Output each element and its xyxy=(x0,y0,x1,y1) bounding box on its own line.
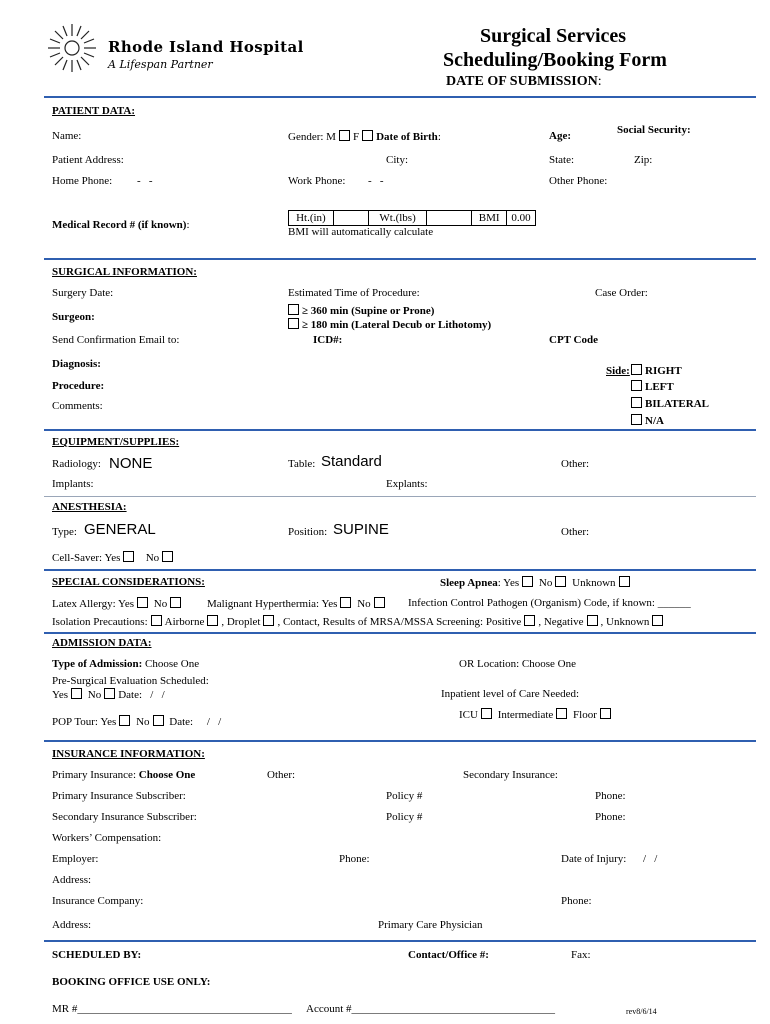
admission-type-select[interactable]: Choose One xyxy=(145,658,200,670)
equipment-other-label: Other: xyxy=(561,458,590,470)
mrn-label: Medical Record # (if known) xyxy=(52,219,187,231)
bmi-grid xyxy=(288,210,536,226)
primary-policy-label: Policy # xyxy=(386,790,423,802)
pop-tour-date-label: Date: xyxy=(169,716,194,728)
gender-m-checkbox[interactable] xyxy=(339,130,350,141)
cell-saver-yes-checkbox[interactable] xyxy=(123,551,134,562)
radiology-label: Radiology: xyxy=(52,458,101,470)
icu-checkbox[interactable] xyxy=(481,708,492,719)
primary-insurance-label: Primary Insurance: xyxy=(52,769,136,781)
sleep-apnea-field xyxy=(440,576,633,590)
mrsa-unknown-checkbox[interactable] xyxy=(652,615,663,626)
presurg-yes-label: Yes xyxy=(52,689,69,701)
comments-label: Comments: xyxy=(52,400,103,412)
case-order-label: Case Order: xyxy=(595,287,648,299)
date-of-submission xyxy=(446,74,602,90)
other-phone-label: Other Phone: xyxy=(549,175,608,187)
sleep-apnea-unknown-checkbox[interactable] xyxy=(619,576,630,587)
cell-saver-no-label: No xyxy=(145,552,160,564)
section-heading-equipment: EQUIPMENT/SUPPLIES: xyxy=(52,436,180,448)
section-divider xyxy=(44,258,756,260)
pop-tour-yes-label: POP Tour: Yes xyxy=(52,716,117,728)
work-phone-label: Work Phone: xyxy=(288,175,346,187)
sleep-apnea-label: Sleep Apnea xyxy=(440,577,498,589)
side-right-checkbox[interactable] xyxy=(631,364,642,375)
cell-saver-yes-label: Cell-Saver: Yes xyxy=(52,552,121,564)
admission-type-label: Type of Admission: xyxy=(52,658,143,670)
latex-no-label: No xyxy=(153,598,168,610)
floor-label: Floor xyxy=(573,709,597,721)
employer-phone-label: Phone: xyxy=(339,853,370,865)
radiology-value[interactable]: NONE xyxy=(109,455,153,472)
mh-no-label: No xyxy=(357,598,371,610)
section-heading-admission: ADMISSION DATA: xyxy=(52,637,152,649)
time-180-checkbox[interactable] xyxy=(288,318,299,329)
table-value[interactable]: Standard xyxy=(321,453,382,470)
gender-f-label: F xyxy=(352,131,360,143)
time-option-180 xyxy=(285,318,491,332)
date-of-submission-label: DATE OF SUBMISSION xyxy=(446,74,598,89)
workers-comp-label: Workers’ Compensation: xyxy=(52,832,162,844)
position-label: Position: xyxy=(288,526,328,538)
presurg-no-checkbox[interactable] xyxy=(104,688,115,699)
weight-label: Wt.(lbs) xyxy=(369,211,428,225)
side-right-label: RIGHT xyxy=(645,365,682,377)
revision-label: rev8/6/14 xyxy=(626,1007,657,1016)
zip-label: Zip: xyxy=(634,154,653,166)
latex-no-checkbox[interactable] xyxy=(170,597,181,608)
hospital-tagline: A Lifespan Partner xyxy=(108,58,213,71)
booking-office-label: BOOKING OFFICE USE ONLY: xyxy=(52,976,211,988)
or-location-select[interactable]: OR Location: Choose One xyxy=(459,658,577,670)
section-divider xyxy=(44,96,756,98)
patient-name-label: Name: xyxy=(52,130,82,142)
latex-allergy-field xyxy=(52,597,184,611)
mh-yes-label: Malignant Hyperthermia: Yes xyxy=(207,598,338,610)
secondary-subscriber-label: Secondary Insurance Subscriber: xyxy=(52,811,197,823)
form-title-line2: Scheduling/Booking Form xyxy=(443,49,667,71)
presurg-date-label: Date: xyxy=(118,689,143,701)
date-of-injury-slashes[interactable]: / / xyxy=(643,853,658,865)
procedure-label: Procedure: xyxy=(52,380,105,392)
presurg-yes-checkbox[interactable] xyxy=(71,688,82,699)
secondary-phone-label: Phone: xyxy=(595,811,626,823)
gender-m-label: Gender: M xyxy=(288,131,336,143)
pop-tour-field xyxy=(52,715,221,729)
section-divider xyxy=(44,632,756,634)
section-heading-surgical: SURGICAL INFORMATION: xyxy=(52,266,197,278)
side-right-option xyxy=(628,364,682,378)
sleep-apnea-no-label: No xyxy=(538,577,553,589)
latex-yes-checkbox[interactable] xyxy=(137,597,148,608)
dob-label: Date of Birth xyxy=(376,131,438,143)
confirm-email-label: Send Confirmation Email to: xyxy=(52,334,180,346)
secondary-insurance-label: Secondary Insurance: xyxy=(463,769,558,781)
section-divider xyxy=(44,940,756,942)
floor-checkbox[interactable] xyxy=(600,708,611,719)
inpatient-care-label: Inpatient level of Care Needed: xyxy=(441,688,580,700)
airborne-label: Airborne xyxy=(164,616,205,628)
side-na-option xyxy=(628,414,664,428)
pcp-label: Primary Care Physician xyxy=(378,919,483,931)
insurance-address-label: Address: xyxy=(52,919,92,931)
mrsa-unknown-label: , Unknown xyxy=(600,616,650,628)
section-divider xyxy=(44,740,756,742)
side-na-label: N/A xyxy=(645,415,664,427)
presurg-eval-field xyxy=(52,688,165,702)
latex-yes-label: Latex Allergy: Yes xyxy=(52,598,134,610)
ssn-label: Social Security: xyxy=(617,124,691,136)
side-na-checkbox[interactable] xyxy=(631,414,642,425)
isolation-field xyxy=(52,615,666,629)
insurance-company-phone-label: Phone: xyxy=(561,895,592,907)
primary-insurance-select[interactable]: Choose One xyxy=(138,769,196,781)
scheduled-by-label: SCHEDULED BY: xyxy=(52,949,142,961)
sleep-apnea-no-checkbox[interactable] xyxy=(555,576,566,587)
mr-number-field[interactable]: MR #_______________________________________ xyxy=(52,1003,292,1015)
side-left-label: LEFT xyxy=(645,381,674,393)
contact-label: , Contact xyxy=(277,616,318,628)
employer-address-label: Address: xyxy=(52,874,92,886)
intermediate-checkbox[interactable] xyxy=(556,708,567,719)
mrsa-negative-label: , Negative xyxy=(538,616,584,628)
insurance-company-label: Insurance Company: xyxy=(52,895,144,907)
primary-insurance-field xyxy=(52,769,195,782)
date-of-submission-colon: : xyxy=(597,74,602,89)
cpt-label: CPT Code xyxy=(549,334,598,346)
sleep-apnea-unknown-label: Unknown xyxy=(572,577,616,589)
insurance-other-label: Other: xyxy=(267,769,296,781)
lifespan-sun-logo xyxy=(46,22,102,74)
pop-tour-no-checkbox[interactable] xyxy=(153,715,164,726)
anesthesia-type-label: Type: xyxy=(52,526,77,538)
presurg-date-slashes[interactable]: / / xyxy=(150,689,165,701)
patient-address-label: Patient Address: xyxy=(52,154,124,166)
height-input[interactable] xyxy=(334,211,369,225)
mrn-field xyxy=(52,219,190,232)
cell-saver-field xyxy=(52,551,176,565)
time-360-label: ≥ 360 min (Supine or Prone) xyxy=(302,305,435,317)
date-of-injury-label: Date of Injury: xyxy=(561,853,627,865)
primary-phone-label: Phone: xyxy=(595,790,626,802)
bmi-value: 0.00 xyxy=(511,212,531,224)
section-heading-anesthesia: ANESTHESIA: xyxy=(52,501,127,513)
time-option-360 xyxy=(285,304,434,318)
weight-input[interactable] xyxy=(427,211,472,225)
sleep-apnea-yes-checkbox[interactable] xyxy=(522,576,533,587)
side-label: Side: xyxy=(606,365,630,377)
explants-label: Explants: xyxy=(386,478,428,490)
home-phone-label: Home Phone: xyxy=(52,175,113,187)
icd-label: ICD#: xyxy=(313,334,343,346)
gender-f-checkbox[interactable] xyxy=(362,130,373,141)
age-label: Age: xyxy=(549,130,571,142)
contact-checkbox[interactable] xyxy=(263,615,274,626)
pop-tour-no-label: No xyxy=(136,716,150,728)
bmi-note: BMI will automatically calculate xyxy=(288,226,434,238)
side-left-option xyxy=(628,380,674,394)
section-heading-insurance: INSURANCE INFORMATION: xyxy=(52,748,205,760)
height-label: Ht.(in) xyxy=(289,211,334,225)
side-bilateral-checkbox[interactable] xyxy=(631,397,642,408)
form-title-line1: Surgical Services xyxy=(480,25,627,47)
droplet-label: , Droplet xyxy=(221,616,261,628)
section-divider xyxy=(44,569,756,571)
primary-subscriber-label: Primary Insurance Subscriber: xyxy=(52,790,186,802)
mh-no-checkbox[interactable] xyxy=(374,597,385,608)
table-label: Table: xyxy=(288,458,316,470)
section-divider xyxy=(44,429,756,431)
city-label: City: xyxy=(386,154,409,166)
mrsa-positive-label: , Results of MRSA/MSSA Screening: Positive xyxy=(317,616,522,628)
section-divider xyxy=(44,496,756,497)
side-bilateral-label: BILATERAL xyxy=(645,398,709,410)
presurg-eval-label: Pre-Surgical Evaluation Scheduled: xyxy=(52,675,209,687)
pop-tour-date-slashes[interactable]: / / xyxy=(206,716,222,728)
work-phone-dashes: - - xyxy=(368,175,384,187)
employer-label: Employer: xyxy=(52,853,99,865)
mrsa-negative-checkbox[interactable] xyxy=(587,615,598,626)
pop-tour-yes-checkbox[interactable] xyxy=(119,715,130,726)
anesthesia-type-value[interactable]: GENERAL xyxy=(84,521,156,538)
sleep-apnea-yes-label: : Yes xyxy=(497,577,520,589)
position-value[interactable]: SUPINE xyxy=(333,521,389,538)
anesthesia-other-label: Other: xyxy=(561,526,590,538)
state-label: State: xyxy=(549,154,575,166)
admission-type-field xyxy=(52,658,199,671)
cell-saver-no-checkbox[interactable] xyxy=(162,551,173,562)
secondary-policy-label: Policy # xyxy=(386,811,423,823)
implants-label: Implants: xyxy=(52,478,94,490)
care-level-field xyxy=(459,708,614,722)
mrn-colon: : xyxy=(186,219,190,231)
contact-office-label: Contact/Office #: xyxy=(408,949,489,961)
icu-label: ICU xyxy=(459,709,478,721)
dob-colon: : xyxy=(437,131,441,143)
fax-label: Fax: xyxy=(571,949,591,961)
home-phone-dashes: - - xyxy=(137,175,153,187)
section-heading-special: SPECIAL CONSIDERATIONS: xyxy=(52,576,205,588)
time-360-checkbox[interactable] xyxy=(288,304,299,315)
est-time-label: Estimated Time of Procedure: xyxy=(288,287,420,299)
mh-yes-checkbox[interactable] xyxy=(340,597,351,608)
presurg-no-label: No xyxy=(87,689,102,701)
malignant-hyperthermia-field xyxy=(207,597,388,611)
isolation-label: Isolation Precautions: xyxy=(52,616,148,628)
infection-control-label: Infection Control Pathogen (Organism) Code, if known: ______ xyxy=(408,597,691,609)
surgery-date-label: Surgery Date: xyxy=(52,287,114,299)
bmi-label: BMI xyxy=(472,211,507,225)
hospital-name: Rhode Island Hospital xyxy=(108,38,304,56)
droplet-checkbox[interactable] xyxy=(207,615,218,626)
side-bilateral-option xyxy=(628,397,709,411)
diagnosis-label: Diagnosis: xyxy=(52,358,101,370)
account-number-field[interactable]: Account #_____________________________________ xyxy=(306,1003,556,1015)
mrsa-positive-checkbox[interactable] xyxy=(524,615,535,626)
surgeon-label: Surgeon: xyxy=(52,311,95,323)
section-heading-patient: PATIENT DATA: xyxy=(52,105,136,117)
gender-field xyxy=(288,130,441,144)
time-180-label: ≥ 180 min (Lateral Decub or Lithotomy) xyxy=(302,319,492,331)
intermediate-label: Intermediate xyxy=(497,709,554,721)
airborne-checkbox[interactable] xyxy=(151,615,162,626)
side-left-checkbox[interactable] xyxy=(631,380,642,391)
